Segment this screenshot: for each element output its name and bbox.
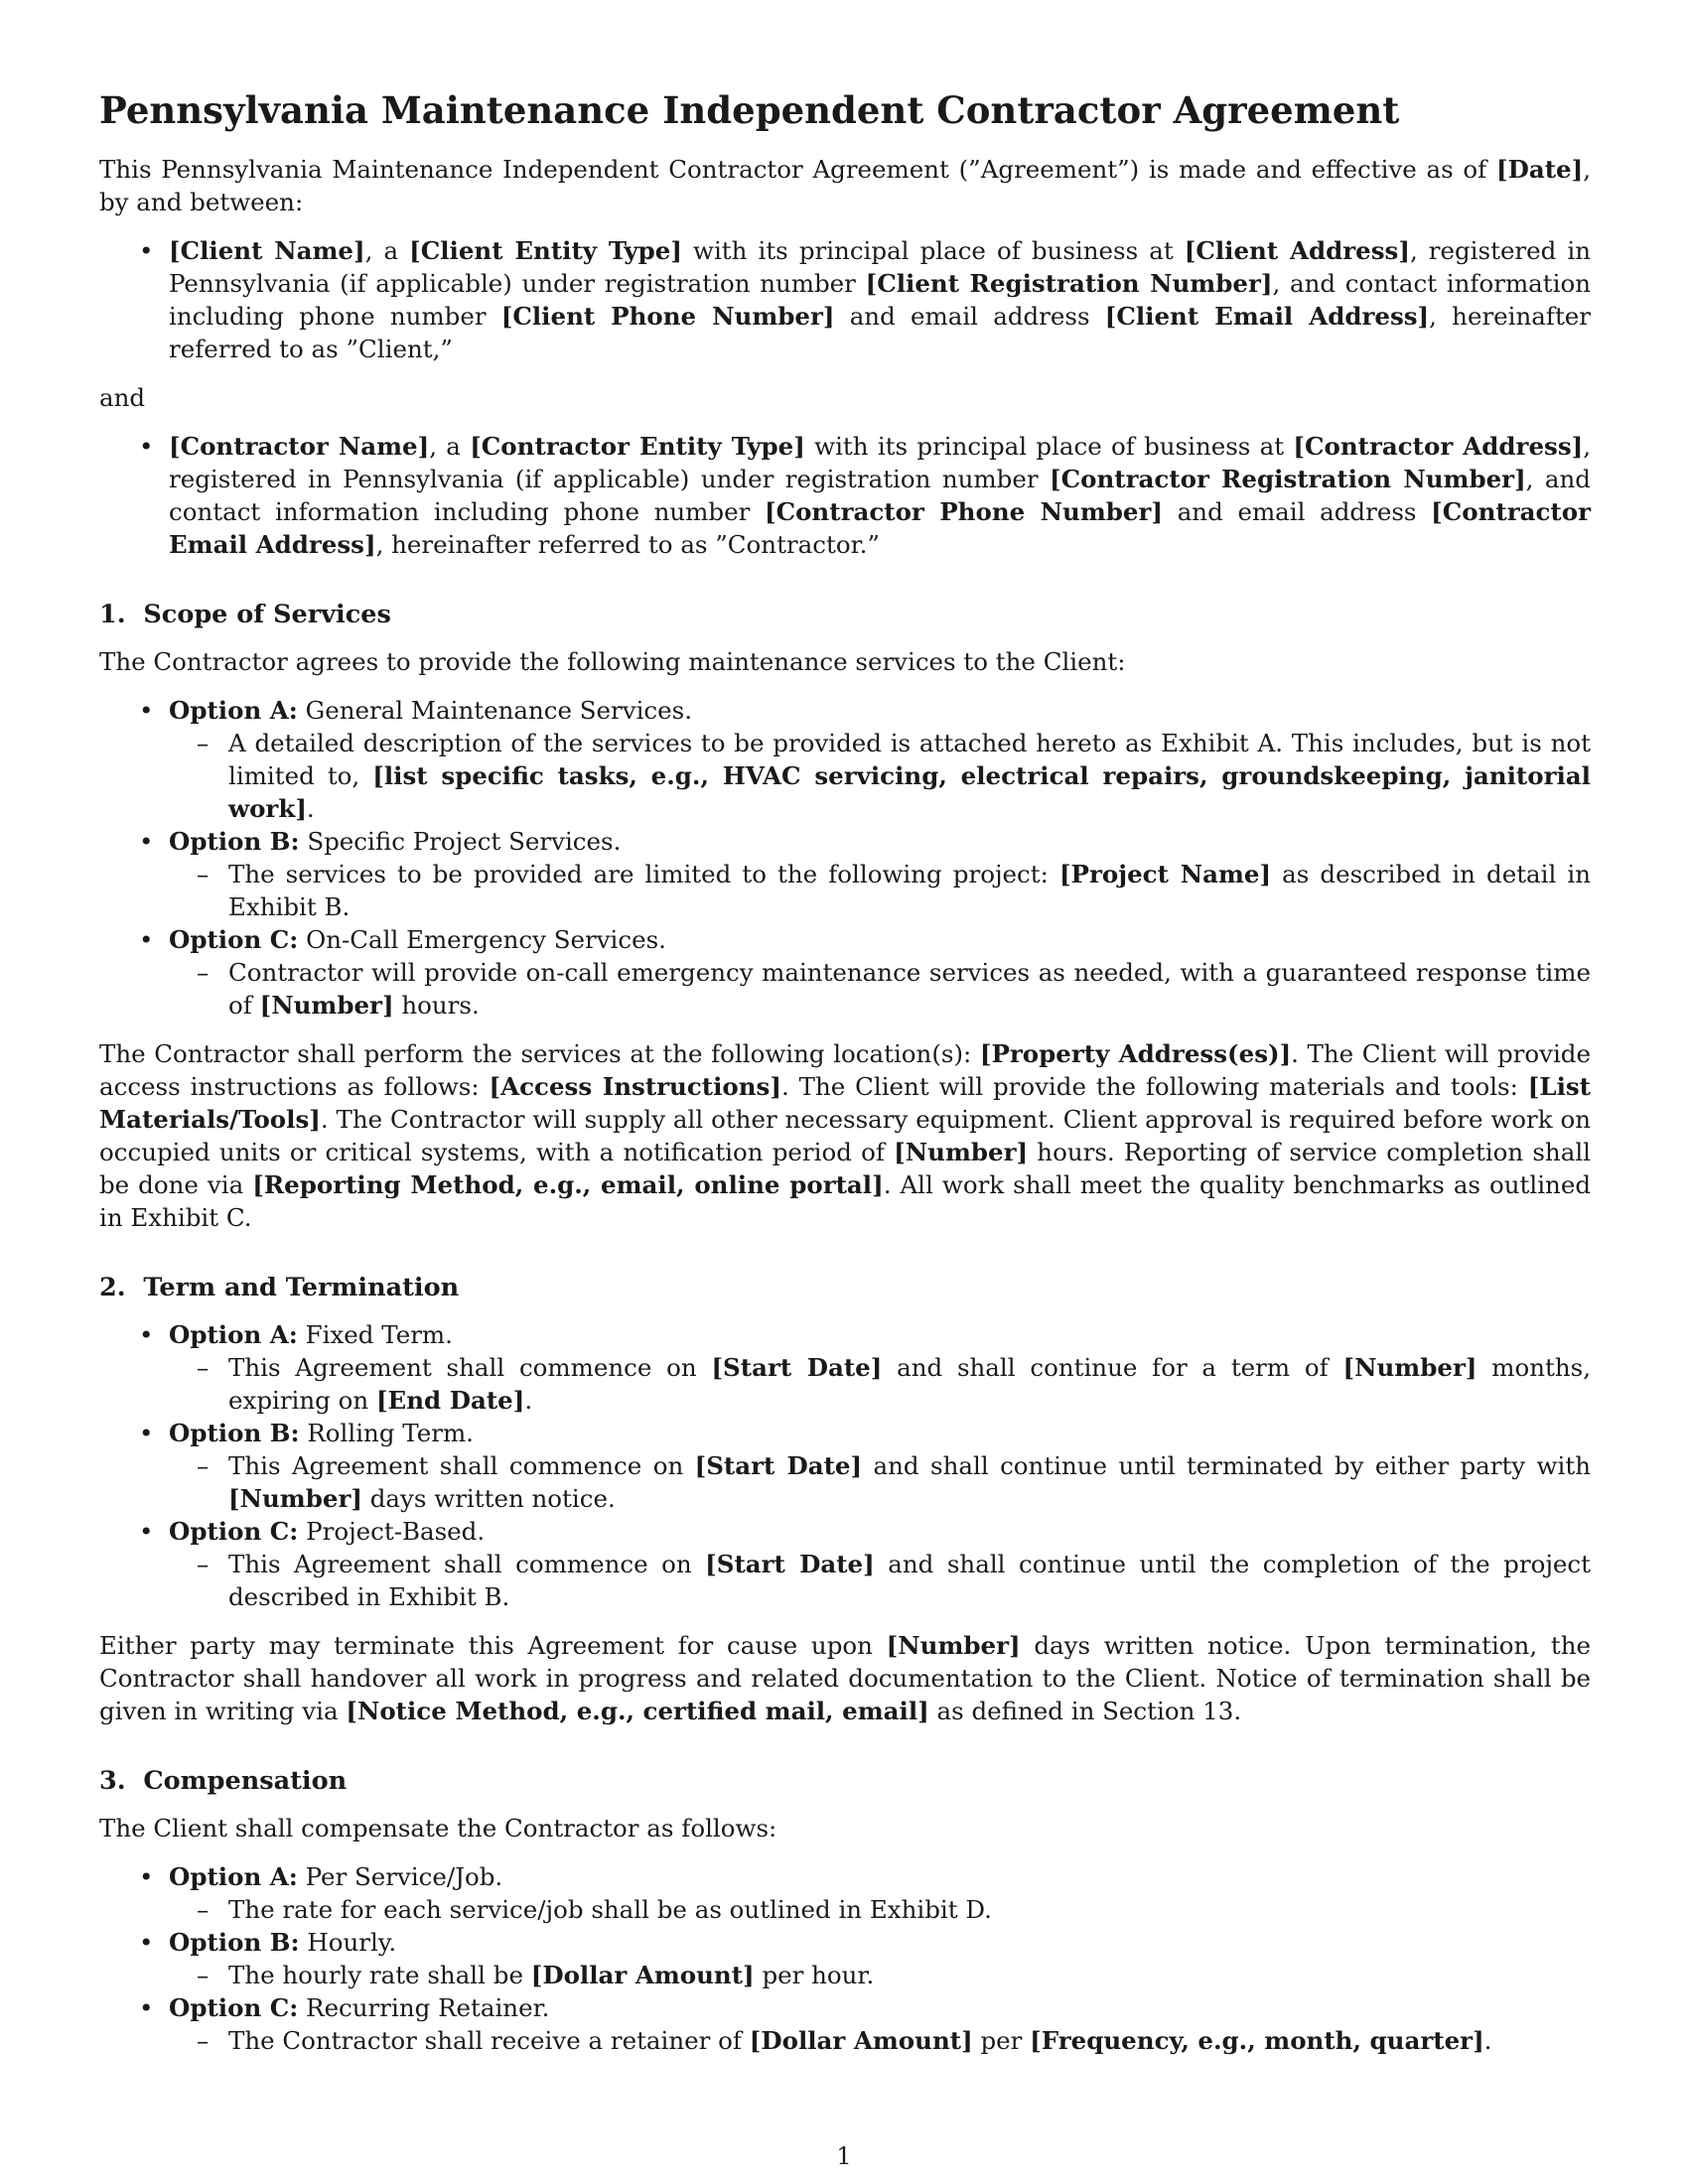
section3-option-c: • Option C: Recurring Retainer. – The Contractor shall receive a retainer of [Dollar Amount] per [Frequency, e.g., month, quarter]. xyxy=(169,1991,1591,2057)
section1-option-b-detail: – The services to be provided are limited to the following project: [Project Name] as described in detail in Exhibit B. xyxy=(228,858,1591,923)
document-title: Pennsylvania Maintenance Independent Contractor Agreement xyxy=(99,88,1400,132)
section3-lead: The Client shall compensate the Contractor as follows: xyxy=(99,1814,777,1843)
contractor-party-item: • [Contractor Name], a [Contractor Entity Type] with its principal place of business at [Contractor Address], registered in Pennsylvania (if applicable) under registration number [Contractor Registration Number], and contact information including phone number [Contractor Phone Number] and email address [Contractor Email Address], hereinafter referred to as ”Contractor.” xyxy=(169,430,1591,561)
page-number: 1 xyxy=(836,2142,852,2170)
section-heading-scope: 1. Scope of Services xyxy=(99,600,391,629)
contractor-party-list xyxy=(99,430,1591,561)
section1-option-a-detail: – A detailed description of the services to be provided is attached hereto as Exhibit A. This includes, but is not limited to, [list specific tasks, e.g., HVAC servicing, electrical repairs, groundskeeping, janitorial work]. xyxy=(228,727,1591,825)
section3-option-b-detail: – The hourly rate shall be [Dollar Amount] per hour. xyxy=(228,1959,1591,1991)
section2-option-b-detail: – This Agreement shall commence on [Start Date] and shall continue until terminated by either party with [Number] days written notice. xyxy=(228,1449,1591,1515)
placeholder-date: [Date] xyxy=(1495,155,1584,184)
section-heading-term: 2. Term and Termination xyxy=(99,1273,460,1302)
section2-option-c-detail: – This Agreement shall commence on [Start Date] and shall continue until the completion of the project described in Exhibit B. xyxy=(228,1548,1591,1613)
section2-option-a: • Option A: Fixed Term. – This Agreement shall commence on [Start Date] and shall continue for a term of [Number] months, expiring on [End Date]. xyxy=(169,1318,1591,1417)
section-heading-compensation: 3. Compensation xyxy=(99,1766,348,1796)
section2-option-c: • Option C: Project-Based. – This Agreement shall commence on [Start Date] and shall continue until the completion of the project described in Exhibit B. xyxy=(169,1515,1591,1613)
section3-option-a-detail: – The rate for each service/job shall be as outlined in Exhibit D. xyxy=(228,1893,1591,1926)
document-page xyxy=(99,87,1591,2073)
section1-options xyxy=(99,694,1591,1022)
section1-lead: The Contractor agrees to provide the following maintenance services to the Client: xyxy=(99,647,1126,676)
client-party-item: • [Client Name], a [Client Entity Type] with its principal place of business at [Client Address], registered in Pennsylvania (if applicable) under registration number [Client Registration Number], and contact information including phone number [Client Phone Number] and email address [Client Email Address], hereinafter referred to as ”Client,” xyxy=(169,234,1591,365)
section2-options xyxy=(99,1318,1591,1613)
section3-option-b: • Option B: Hourly. – The hourly rate shall be [Dollar Amount] per hour. xyxy=(169,1926,1591,1991)
section3-option-a: • Option A: Per Service/Job. – The rate for each service/job shall be as outlined in Exhibit D. xyxy=(169,1860,1591,1926)
section1-option-c: • Option C: On-Call Emergency Services. – Contractor will provide on-call emergency maintenance services as needed, with a guaranteed response time of [Number] hours. xyxy=(169,923,1591,1022)
section1-paragraph: The Contractor shall perform the services at the following location(s): [Property Address(es)]. The Client will provide access instructions as follows: [Access Instructions]. The Client will provide the following materials and tools: [List Materials/Tools]. The Contractor will supply all other necessary equipment. Client approval is required before work on occupied units or critical systems, with a notification period of [Number] hours. Reporting of service completion shall be done via [Reporting Method, e.g., email, online portal]. All work shall meet the quality benchmarks as outlined in Exhibit C. xyxy=(99,1039,1592,1232)
intro-paragraph: This Pennsylvania Maintenance Independent Contractor Agreement (”Agreement”) is made and effective as of [Date], by and between: xyxy=(99,155,1591,216)
section1-option-c-detail: – Contractor will provide on-call emergency maintenance services as needed, with a guaranteed response time of [Number] hours. xyxy=(228,956,1591,1022)
section3-option-c-detail: – The Contractor shall receive a retainer of [Dollar Amount] per [Frequency, e.g., month, quarter]. xyxy=(228,2024,1591,2057)
client-party-list xyxy=(99,234,1591,365)
section2-option-b: • Option B: Rolling Term. – This Agreement shall commence on [Start Date] and shall continue until terminated by either party with [Number] days written notice. xyxy=(169,1417,1591,1515)
section1-option-b: • Option B: Specific Project Services. – The services to be provided are limited to the following project: [Project Name] as described in detail in Exhibit B. xyxy=(169,825,1591,923)
section2-option-a-detail: – This Agreement shall commence on [Start Date] and shall continue for a term of [Number] months, expiring on [End Date]. xyxy=(228,1351,1591,1417)
section1-option-a: • Option A: General Maintenance Services. – A detailed description of the services to be provided is attached hereto as Exhibit A. This includes, but is not limited to, [list specific tasks, e.g., HVAC servicing, electrical repairs, groundskeeping, janitorial work]. xyxy=(169,694,1591,825)
section3-options xyxy=(99,1860,1591,2057)
section2-paragraph: Either party may terminate this Agreement for cause upon [Number] days written notice. Upon termination, the Contractor shall handover all work in progress and related documentation to the Client. Notice of termination shall be given in writing via [Notice Method, e.g., certified mail, email] as defined in Section 13. xyxy=(99,1631,1591,1725)
and-separator: and xyxy=(99,383,146,412)
